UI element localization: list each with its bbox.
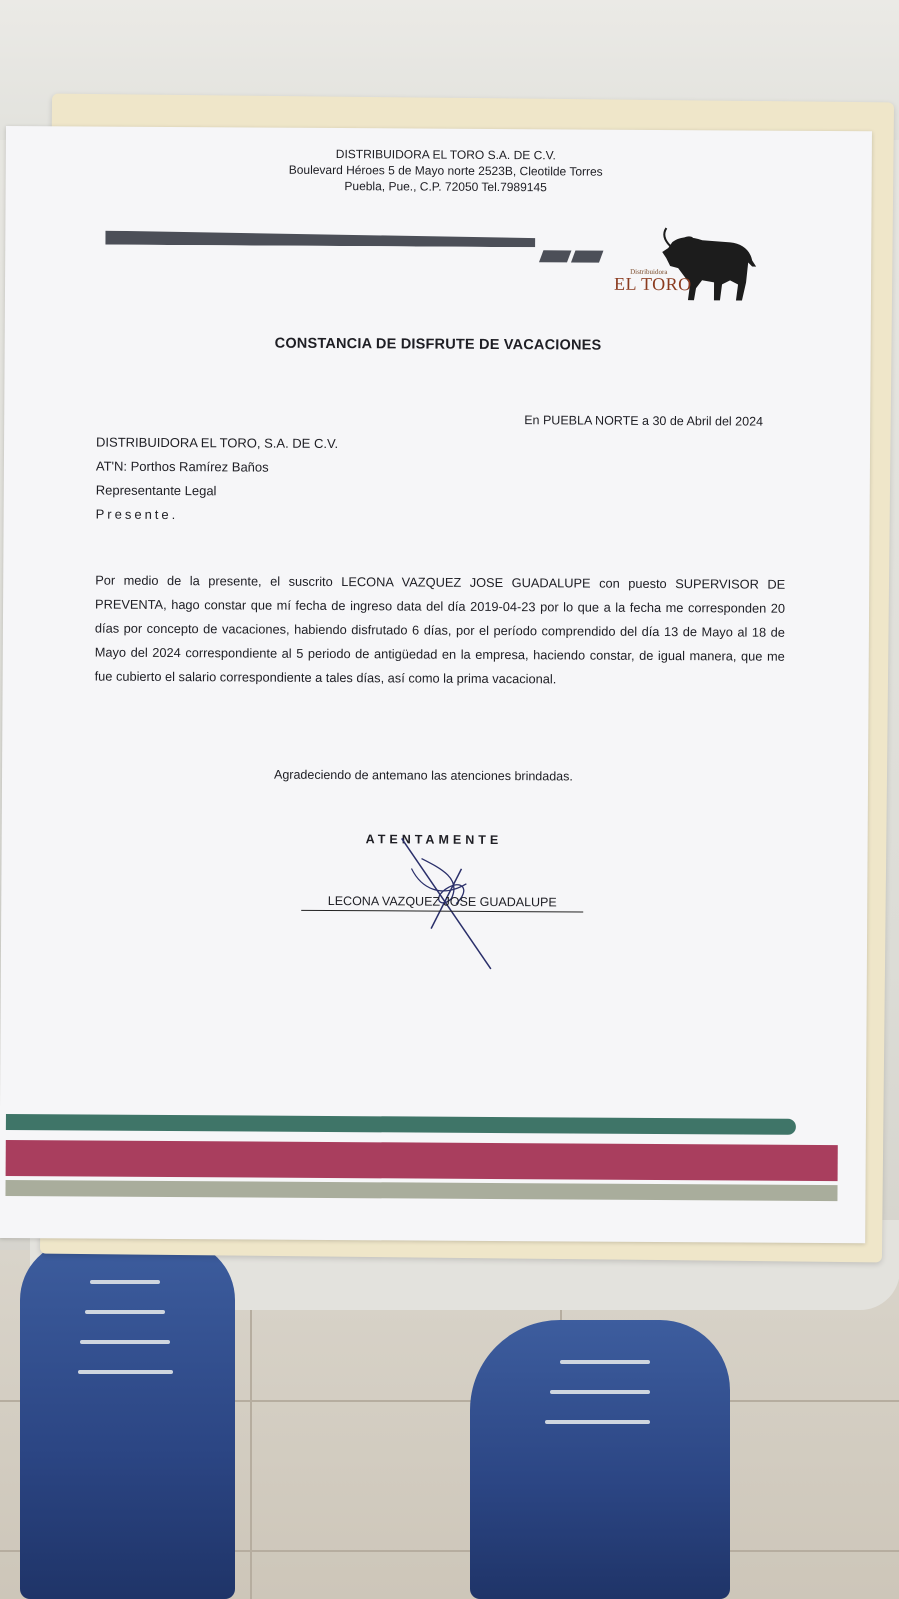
shoe-lace [550, 1390, 650, 1394]
addressee-block [96, 431, 339, 528]
thanks-line: Agradeciendo de antemano las atenciones brindadas. [273, 767, 573, 784]
footer-stripe-grey [5, 1180, 837, 1201]
closing-word: ATENTAMENTE [365, 832, 503, 848]
shoe-lace [78, 1370, 173, 1374]
header-bar-segment [539, 250, 571, 262]
body-paragraph: Por medio de la presente, el suscrito LECONA VAZQUEZ JOSE GUADALUPE con puesto SUPERVISOR DE PREVENTA, hago constar que mí fecha de ingreso data del día 2019-04-23 por lo que a la fecha me corresponden 20 días por concepto de vacaciones, habiendo disfrutado 6 días, por el período comprendido del día 13 de Mayo al 18 de Mayo del 2024 correspondiente al 5 periodo de antigüedad en la empresa, haciendo constar, de igual manera, que me fue cubierto el salario correspondiente a tales días, así como la prima vacacional. [94, 572, 786, 687]
signer-name: LECONA VAZQUEZ JOSE GUADALUPE [301, 894, 583, 913]
document-page [0, 126, 872, 1243]
place-date: En PUEBLA NORTE a 30 de Abril del 2024 [524, 413, 764, 429]
company-name: DISTRIBUIDORA EL TORO S.A. DE C.V. [335, 147, 556, 163]
addressee-role: Representante Legal [95, 482, 217, 499]
shoe-lace [560, 1360, 650, 1364]
header-bar-segment [571, 250, 603, 262]
header-bar [105, 231, 535, 248]
document-title: CONSTANCIA DE DISFRUTE DE VACACIONES [274, 335, 602, 354]
shoe-lace [85, 1310, 165, 1314]
shoe-lace [545, 1420, 650, 1424]
company-logo [610, 222, 761, 313]
shoe-lace [80, 1340, 170, 1344]
footer-stripe-red [6, 1140, 838, 1181]
company-header [256, 146, 636, 196]
shoe-lace [90, 1280, 160, 1284]
company-address-line2: Puebla, Pue., C.P. 72050 Tel.7989145 [344, 179, 547, 195]
addressee-attention: AT'N: Porthos Ramírez Baños [95, 458, 269, 475]
company-address-line1: Boulevard Héroes 5 de Mayo norte 2523B, Cleotilde Torres [288, 162, 603, 179]
logo-subtitle: Distribuidora [630, 267, 668, 277]
addressee-company: DISTRIBUIDORA EL TORO, S.A. DE C.V. [96, 434, 339, 452]
footer-stripe-green [6, 1114, 796, 1135]
left-shoe [20, 1240, 235, 1599]
logo-wordmark: EL TORO [613, 273, 692, 295]
right-shoe [470, 1320, 730, 1599]
addressee-presente: Presente. [95, 506, 179, 523]
